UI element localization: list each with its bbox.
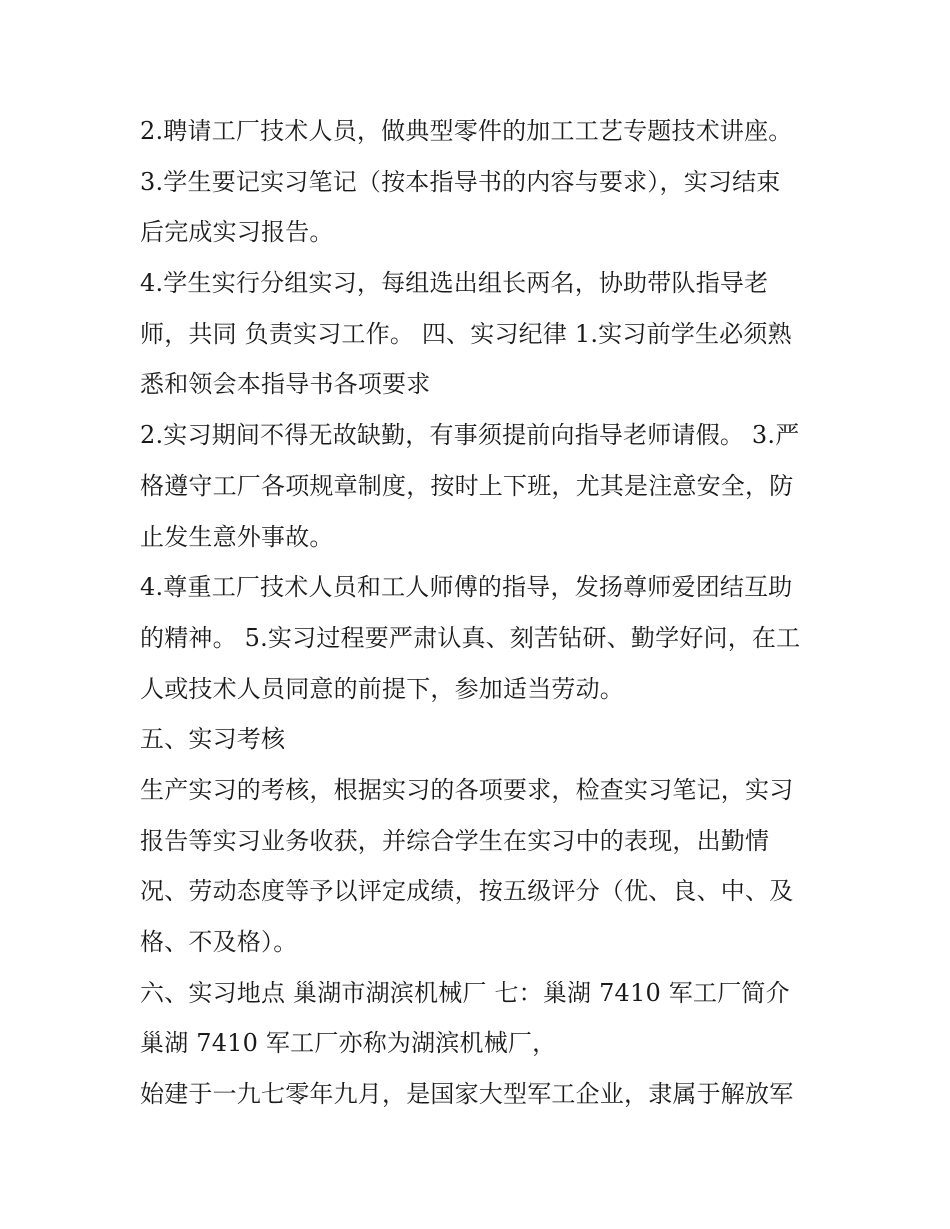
text-line: 4.尊重工厂技术人员和工人师傅的指导，发扬尊师爱团结互助	[140, 573, 793, 602]
text-line: 始建于一九七零年九月，是国家大型军工企业，隶属于解放军	[140, 1080, 794, 1109]
section-heading: 五、实习考核	[140, 725, 286, 754]
text-line: 况、劳动态度等予以评定成绩，按五级评分（优、良、中、及	[140, 877, 794, 906]
text-line: 格、不及格）。	[140, 928, 298, 956]
text-line: 4.学生实行分组实习，每组选出组长两名，协助带队指导老	[140, 269, 769, 298]
text-line: 悉和领会本指导书各项要求	[140, 370, 431, 399]
text-line: 止发生意外事故。	[140, 522, 334, 551]
text-line: 2.聘请工厂技术人员，做典型零件的加工工艺专题技术讲座。	[140, 117, 793, 145]
text-line: 生产实习的考核，根据实习的各项要求，检查实习笔记，实习	[140, 775, 794, 804]
text-line: 3.学生要记实习笔记（按本指导书的内容与要求），实习结束	[140, 167, 781, 196]
text-line: 师，共同 负责实习工作。 四、实习纪律 1.实习前学生必须熟	[140, 319, 792, 348]
document-body	[140, 106, 830, 1120]
text-line: 报告等实习业务收获，并综合学生在实习中的表现，出勤情	[140, 826, 770, 855]
text-line: 后完成实习报告。	[140, 218, 334, 247]
text-line: 人或技术人员同意的前提下，参加适当劳动。	[140, 674, 624, 703]
text-line: 巢湖 7410 军工厂亦称为湖滨机械厂，	[140, 1029, 557, 1058]
text-line: 格遵守工厂各项规章制度，按时上下班，尤其是注意安全，防	[140, 471, 794, 500]
text-line: 的精神。 5.实习过程要严肃认真、刻苦钻研、勤学好问，在工	[140, 623, 801, 652]
text-line: 2.实习期间不得无故缺勤，有事须提前向指导老师请假。 3.严	[140, 421, 800, 450]
text-line: 六、实习地点 巢湖市湖滨机械厂 七：巢湖 7410 军工厂简介	[140, 978, 790, 1007]
